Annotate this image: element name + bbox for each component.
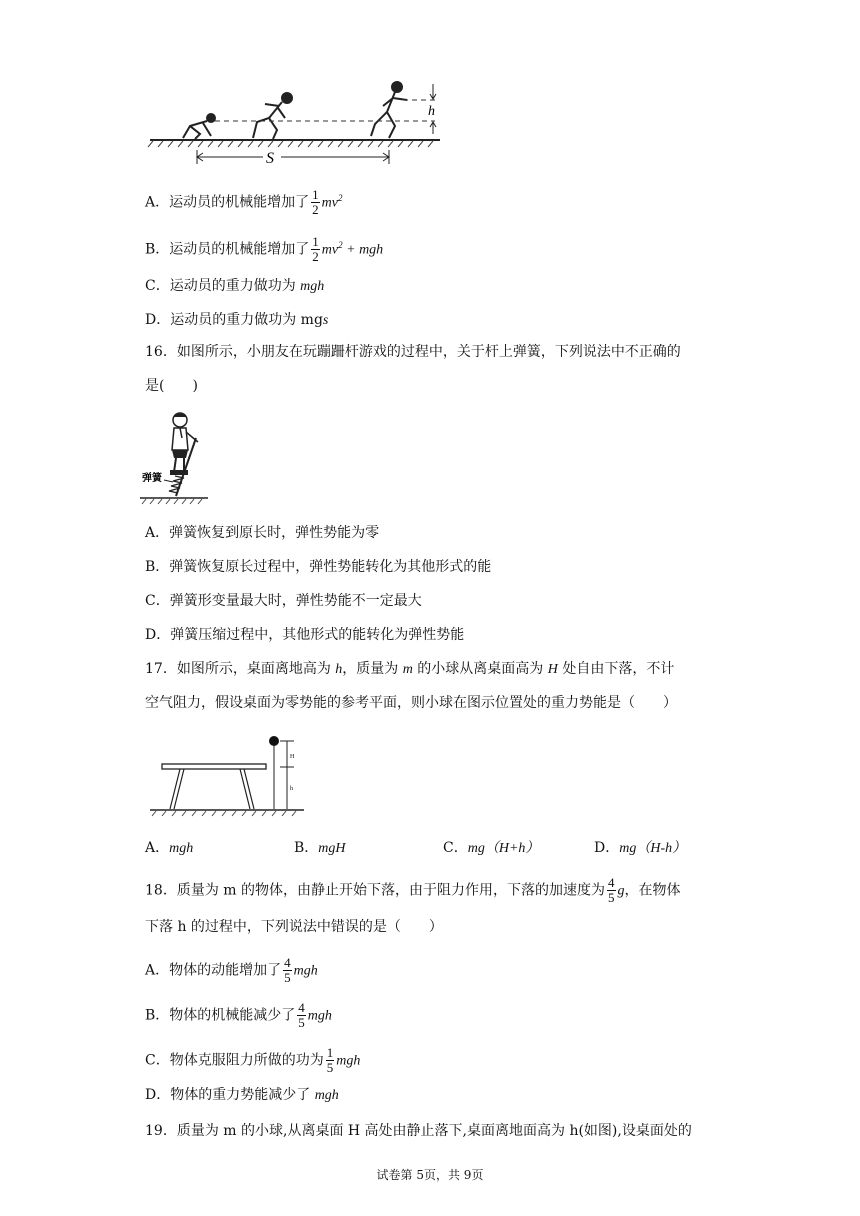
- fraction: $\frac{1}{2}$: [312, 187, 319, 218]
- q18-option-b[interactable]: B．物体的机械能减少了 $\frac{4}{5}$ mgh: [145, 1000, 332, 1030]
- sprinter-figure: [145, 78, 445, 174]
- q18-option-a[interactable]: A．物体的动能增加了 $\frac{4}{5}$ mgh: [145, 955, 318, 985]
- q16-option-d[interactable]: D．弹簧压缩过程中，其他形式的能转化为弹性势能: [145, 627, 465, 643]
- q16-option-b[interactable]: B．弹簧恢复原长过程中，弹性势能转化为其他形式的能: [145, 559, 492, 575]
- runner-crouch: [183, 114, 215, 139]
- q16-option-a[interactable]: A．弹簧恢复到原长时，弹性势能为零: [145, 525, 380, 541]
- s-label: S: [266, 150, 274, 167]
- h-label-17: h: [290, 786, 293, 792]
- fraction: $\frac{4}{5}$: [284, 955, 291, 985]
- H-label: H: [290, 754, 295, 760]
- q15-option-c[interactable]: C．运动员的重力做功为 mgh: [145, 278, 325, 294]
- pogo-stick-figure: [140, 408, 210, 504]
- q16-stem-line1: 16．如图所示，小朋友在玩蹦跚杆游戏的过程中，关于杆上弹簧，下列说法中不正确的: [145, 344, 681, 360]
- runner-rising: [253, 93, 292, 139]
- q15-option-d[interactable]: D．运动员的重力做功为 mgs: [145, 312, 329, 328]
- q17-stem-line2: 空气阻力，假设桌面为零势能的参考平面，则小球在图示位置处的重力势能是（ ）: [145, 695, 677, 711]
- q17-option-d[interactable]: D．mg（H-h）: [594, 840, 687, 856]
- spring-label: 弹簧: [142, 473, 162, 484]
- q17-option-c[interactable]: C．mg（H+h）: [443, 840, 540, 856]
- q17-option-b[interactable]: B．mgH: [294, 840, 346, 856]
- q17-stem-line1: 17．如图所示，桌面离地高为 h，质量为 m 的小球从离桌面高为 H 处自由下落，不计: [145, 661, 675, 677]
- page-footer: 试卷第 5页，共 9页: [376, 1168, 484, 1182]
- q16-option-c[interactable]: C．弹簧形变量最大时，弹性势能不一定最大: [145, 593, 422, 609]
- fraction: $\frac{1}{2}$: [312, 234, 319, 265]
- q18-stem-line1: 18．质量为 m 的物体，由静止开始下落，由于阻力作用，下落的加速度为 $\frac{4}{5}$ g，在物体: [145, 875, 681, 905]
- fraction: $\frac{4}{5}$: [298, 1000, 305, 1030]
- h-label: h: [428, 104, 435, 119]
- q18-option-d[interactable]: D．物体的重力势能减少了 mgh: [145, 1087, 339, 1103]
- table-ball-figure: [148, 734, 308, 818]
- q15-option-a[interactable]: A．运动员的机械能增加了 $\frac{1}{2}$ $mv^2$: [145, 187, 343, 218]
- fraction: $\frac{4}{5}$: [608, 875, 615, 905]
- q19-stem-line1: 19．质量为 m 的小球,从离桌面 H 高处由静止落下,桌面离地面高为 h(如图),设桌面处的: [145, 1123, 692, 1139]
- q16-stem-line2: 是( ): [145, 378, 198, 394]
- q17-option-a[interactable]: A．mgh: [145, 840, 194, 856]
- q18-stem-line2: 下落 h 的过程中，下列说法中错误的是（ ）: [145, 919, 443, 935]
- fraction: $\frac{1}{5}$: [326, 1045, 334, 1075]
- runner-upright: [371, 82, 407, 138]
- q18-option-c[interactable]: C．物体克服阻力所做的功为 $\frac{1}{5}$ mgh: [145, 1045, 361, 1075]
- q15-option-b[interactable]: B．运动员的机械能增加了 $\frac{1}{2}$ $mv^2$ + mgh: [145, 234, 384, 265]
